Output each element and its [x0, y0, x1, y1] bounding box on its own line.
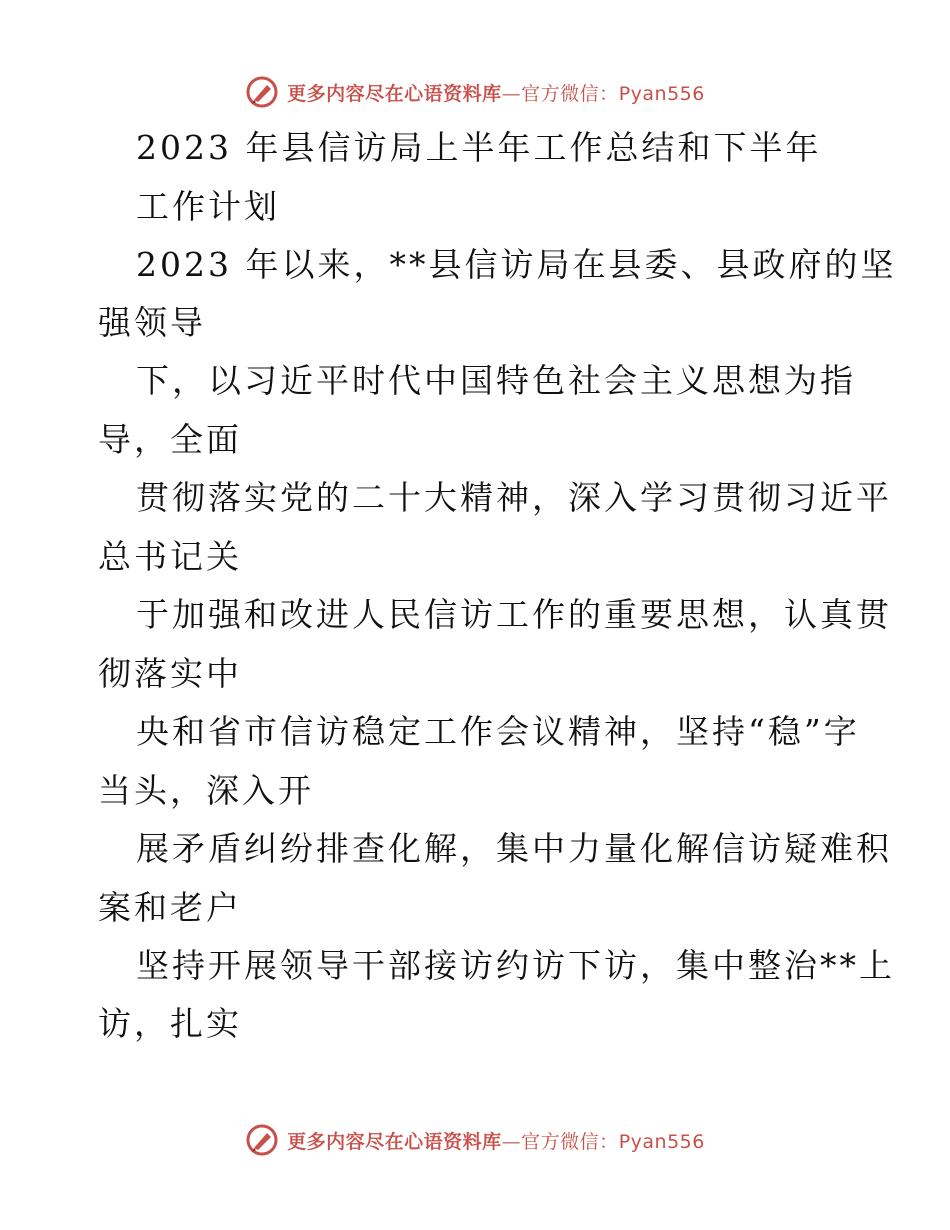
title-line-2: 工作计划 — [136, 187, 280, 226]
paragraph-line: 强领导 — [98, 303, 206, 342]
watermark-brand: 更多内容尽在心语资料库 — [287, 1130, 502, 1153]
watermark-footer — [0, 1120, 950, 1160]
paragraph-line: 展矛盾纠纷排查化解，集中力量化解信访疑难积 — [136, 829, 892, 868]
paragraph-line: 于加强和改进人民信访工作的重要思想，认真贯 — [136, 595, 892, 634]
paragraph-line: 下，以习近平时代中国特色社会主义思想为指 — [136, 361, 856, 400]
paragraph-line: 案和老户 — [98, 888, 242, 927]
paragraph-line: 贯彻落实党的二十大精神，深入学习贯彻习近平 — [136, 478, 892, 517]
watermark-brand: 更多内容尽在心语资料库 — [287, 82, 502, 105]
watermark-text — [287, 79, 705, 106]
watermark-wechat-label: 官方微信： — [521, 1130, 619, 1153]
pen-logo-icon — [245, 1123, 279, 1157]
watermark-header — [0, 72, 950, 112]
watermark-text — [287, 1127, 705, 1154]
title-line-1: 2023 年县信访局上半年工作总结和下半年 — [136, 128, 822, 167]
watermark-wechat-id: Pyan556 — [618, 1130, 705, 1153]
watermark-wechat-id: Pyan556 — [618, 82, 705, 105]
paragraph-line: 访，扎实 — [98, 1004, 242, 1043]
watermark-separator: — — [501, 82, 522, 105]
paragraph-line: 导，全面 — [98, 420, 242, 459]
paragraph-line: 央和省市信访稳定工作会议精神，坚持“稳”字 — [136, 712, 860, 751]
paragraph-line: 总书记关 — [98, 537, 242, 576]
paragraph-line: 当头，深入开 — [98, 771, 314, 810]
paragraph-line: 坚持开展领导干部接访约访下访，集中整治**上 — [136, 946, 895, 985]
pen-logo-icon — [245, 75, 279, 109]
paragraph-line: 彻落实中 — [98, 654, 242, 693]
watermark-separator: — — [501, 1130, 522, 1153]
paragraph-line: 2023 年以来，**县信访局在县委、县政府的坚 — [136, 245, 897, 284]
watermark-wechat-label: 官方微信： — [521, 82, 619, 105]
